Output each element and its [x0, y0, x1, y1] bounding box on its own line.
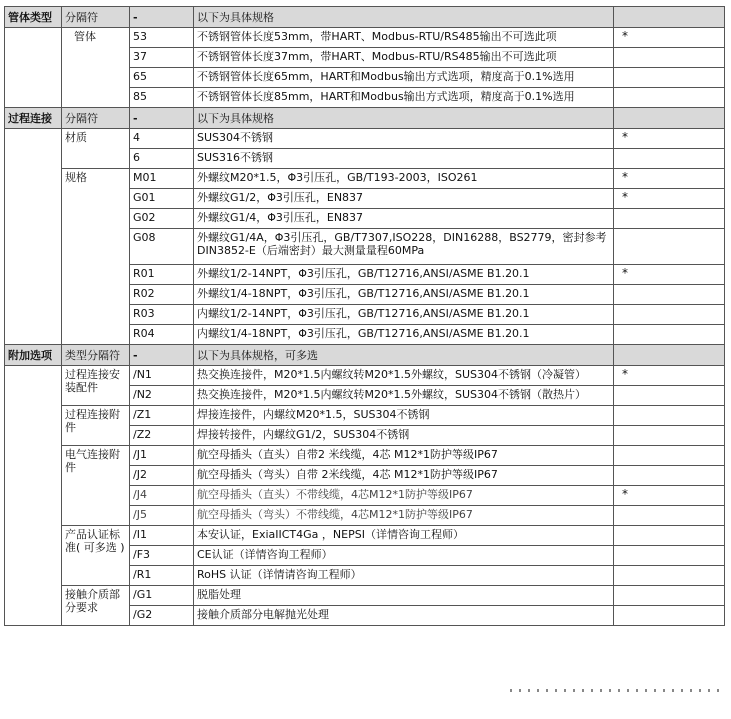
option-spec: 外螺纹1/2-14NPT，Φ3引压孔，GB/T12716,ANSI/ASME B1.20.1 [194, 265, 614, 285]
group-label: 过程连接安装配件 [62, 366, 130, 406]
option-spec: 脱脂处理 [194, 586, 614, 606]
option-code: 4 [130, 129, 194, 149]
spec-heading: 以下为具体规格 [194, 108, 614, 129]
section-title: 过程连接 [5, 108, 62, 129]
option-spec: 航空母插头（弯头）自带 2米线缆，4芯 M12*1防护等级IP67 [194, 466, 614, 486]
option-spec: 本安认证，ExiaIICT4Ga ，NEPSI（详情咨询工程师） [194, 526, 614, 546]
option-code: /J2 [130, 466, 194, 486]
recommended-mark: * [614, 129, 725, 149]
option-spec: 航空母插头（直头）自带2 米线缆，4芯 M12*1防护等级IP67 [194, 446, 614, 466]
option-spec: 外螺纹G1/2，Φ3引压孔，EN837 [194, 189, 614, 209]
section-title: 附加选项 [5, 345, 62, 366]
recommended-mark: * [614, 189, 725, 209]
option-code: /G1 [130, 586, 194, 606]
option-spec: RoHS 认证（详情请咨询工程师） [194, 566, 614, 586]
recommended-mark [614, 566, 725, 586]
option-code: G02 [130, 209, 194, 229]
option-code: /R1 [130, 566, 194, 586]
option-spec: 热交换连接件，M20*1.5内螺纹转M20*1.5外螺纹，SUS304不锈钢（散热片） [194, 386, 614, 406]
option-code: /F3 [130, 546, 194, 566]
option-code: /J1 [130, 446, 194, 466]
option-code: R04 [130, 325, 194, 345]
recommended-mark [614, 546, 725, 566]
option-code: /Z2 [130, 426, 194, 446]
option-spec: 焊接连接件，内螺纹M20*1.5，SUS304不锈钢 [194, 406, 614, 426]
option-spec: 外螺纹1/4-18NPT，Φ3引压孔，GB/T12716,ANSI/ASME B1.20.1 [194, 285, 614, 305]
option-code: 53 [130, 28, 194, 48]
option-code: M01 [130, 169, 194, 189]
option-code: /N1 [130, 366, 194, 386]
recommended-mark: * [614, 28, 725, 48]
option-code: /I1 [130, 526, 194, 546]
option-spec: 焊接转接件，内螺纹G1/2，SUS304不锈钢 [194, 426, 614, 446]
table-row [5, 446, 725, 466]
group-label: 接触介质部分要求 [62, 586, 130, 626]
table-row [5, 366, 725, 386]
spec-heading: 以下为具体规格，可多选 [194, 345, 614, 366]
separator-label: 分隔符 [62, 108, 130, 129]
spec-heading: 以下为具体规格 [194, 7, 614, 28]
spec-table [4, 6, 725, 626]
section-blank-cell [5, 366, 62, 626]
recommended-mark [614, 68, 725, 88]
option-spec: 不锈钢管体长度37mm，带HART、Modbus-RTU/RS485输出不可选此项 [194, 48, 614, 68]
option-code: 6 [130, 149, 194, 169]
section-blank-cell [5, 28, 62, 108]
group-label: 管体 [62, 28, 130, 108]
recommended-mark [614, 466, 725, 486]
option-spec: SUS316不锈钢 [194, 149, 614, 169]
option-spec: CE认证（详情咨询工程师） [194, 546, 614, 566]
mark-cell [614, 345, 725, 366]
recommended-mark [614, 209, 725, 229]
option-code: 85 [130, 88, 194, 108]
table-row [5, 526, 725, 546]
option-spec: 热交换连接件，M20*1.5内螺纹转M20*1.5外螺纹，SUS304不锈钢（冷凝管） [194, 366, 614, 386]
recommended-mark: * [614, 169, 725, 189]
option-spec: 外螺纹G1/4A，Φ3引压孔，GB/T7307,ISO228，DIN16288，BS2779，密封参考DIN3852-E（后端密封）最大测量量程60MPa [194, 229, 614, 265]
option-spec: 航空母插头（直头）不带线缆，4芯M12*1防护等级IP67 [194, 486, 614, 506]
group-label: 规格 [62, 169, 130, 345]
option-spec: 航空母插头（弯头）不带线缆，4芯M12*1防护等级IP67 [194, 506, 614, 526]
mark-cell [614, 7, 725, 28]
recommended-mark [614, 386, 725, 406]
group-label: 电气连接附件 [62, 446, 130, 526]
option-spec: 不锈钢管体长度85mm，HART和Modbus输出方式选项，精度高于0.1%选用 [194, 88, 614, 108]
option-spec: SUS304不锈钢 [194, 129, 614, 149]
group-label: 过程连接附件 [62, 406, 130, 446]
recommended-mark [614, 48, 725, 68]
recommended-mark [614, 586, 725, 606]
option-code: R03 [130, 305, 194, 325]
recommended-mark [614, 285, 725, 305]
table-row [5, 586, 725, 606]
recommended-mark [614, 305, 725, 325]
option-spec: 内螺纹1/2-14NPT，Φ3引压孔，GB/T12716,ANSI/ASME B1.20.1 [194, 305, 614, 325]
option-spec: 外螺纹M20*1.5，Φ3引压孔，GB/T193-2003，ISO261 [194, 169, 614, 189]
option-code: R02 [130, 285, 194, 305]
table-row [5, 129, 725, 149]
recommended-mark: * [614, 265, 725, 285]
separator-symbol: - [130, 345, 194, 366]
recommended-mark [614, 88, 725, 108]
option-spec: 接触介质部分电解抛光处理 [194, 606, 614, 626]
recommended-mark [614, 149, 725, 169]
recommended-mark: * [614, 486, 725, 506]
section-blank-cell [5, 129, 62, 345]
recommended-mark [614, 606, 725, 626]
section-header-row [5, 7, 725, 28]
option-code: 65 [130, 68, 194, 88]
option-code: /J5 [130, 506, 194, 526]
table-row [5, 406, 725, 426]
option-code: /N2 [130, 386, 194, 406]
separator-label: 分隔符 [62, 7, 130, 28]
bottom-dotted-line [510, 689, 725, 692]
recommended-mark [614, 325, 725, 345]
option-spec: 内螺纹1/4-18NPT，Φ3引压孔，GB/T12716,ANSI/ASME B1.20.1 [194, 325, 614, 345]
group-label: 材质 [62, 129, 130, 169]
recommended-mark [614, 526, 725, 546]
recommended-mark [614, 506, 725, 526]
recommended-mark [614, 426, 725, 446]
option-code: G01 [130, 189, 194, 209]
section-header-row [5, 345, 725, 366]
option-spec: 不锈钢管体长度65mm，HART和Modbus输出方式选项，精度高于0.1%选用 [194, 68, 614, 88]
option-code: R01 [130, 265, 194, 285]
recommended-mark [614, 229, 725, 265]
recommended-mark: * [614, 366, 725, 386]
group-label: 产品认证标准( 可多选 ) [62, 526, 130, 586]
separator-label: 类型分隔符 [62, 345, 130, 366]
spec-table-body [5, 7, 725, 626]
section-header-row [5, 108, 725, 129]
option-spec: 外螺纹G1/4，Φ3引压孔，EN837 [194, 209, 614, 229]
recommended-mark [614, 406, 725, 426]
option-code: 37 [130, 48, 194, 68]
separator-symbol: - [130, 7, 194, 28]
mark-cell [614, 108, 725, 129]
option-code: /J4 [130, 486, 194, 506]
recommended-mark [614, 446, 725, 466]
option-code: /Z1 [130, 406, 194, 426]
option-spec: 不锈钢管体长度53mm，带HART、Modbus-RTU/RS485输出不可选此项 [194, 28, 614, 48]
table-row [5, 28, 725, 48]
section-title: 管体类型 [5, 7, 62, 28]
option-code: G08 [130, 229, 194, 265]
separator-symbol: - [130, 108, 194, 129]
option-code: /G2 [130, 606, 194, 626]
table-row [5, 169, 725, 189]
